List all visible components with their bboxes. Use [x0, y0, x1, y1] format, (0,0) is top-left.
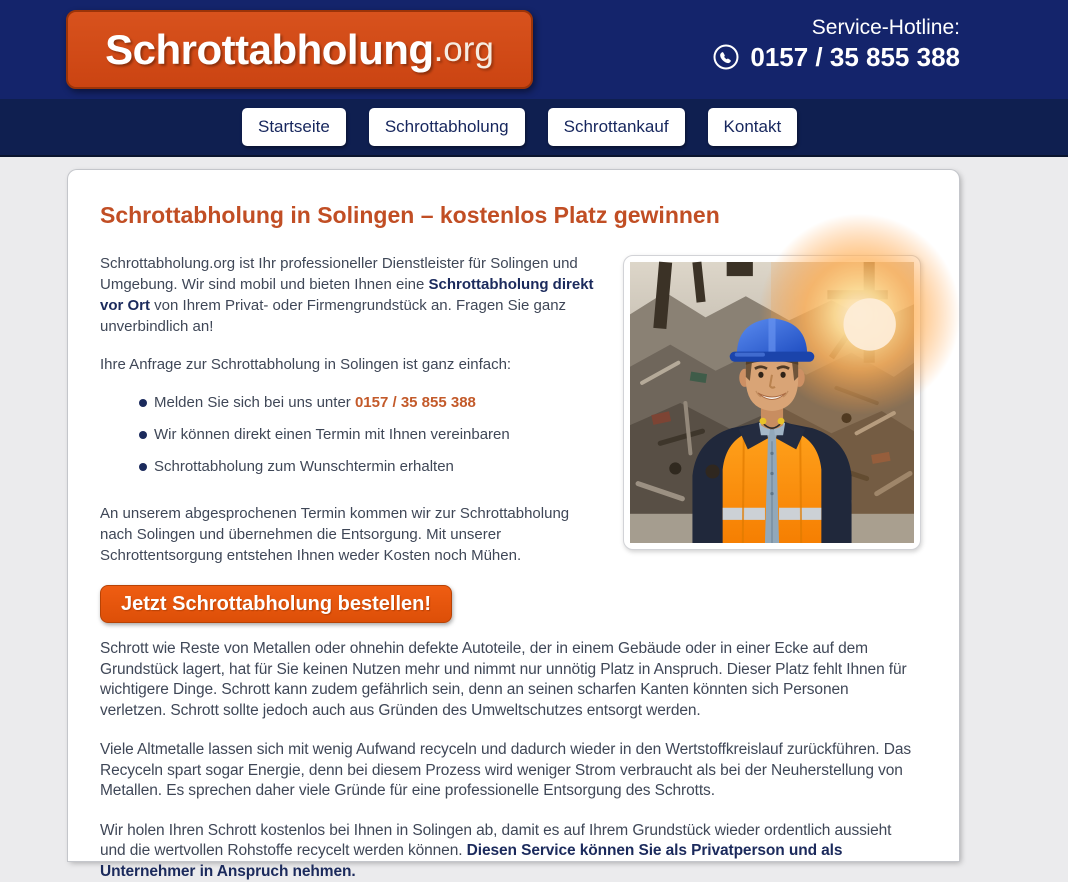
nav-item-kontakt[interactable]: Kontakt	[708, 108, 798, 146]
hotline-phone-link[interactable]	[712, 41, 960, 73]
intro-text-before: Schrottabholung.org ist Ihr professioneller Dienstleister für Solingen und Umgebung. Wir sind mobil und bieten Ihnen eine	[100, 255, 578, 293]
list-item: Schrottabholung zum Wunschtermin erhalten	[154, 456, 600, 477]
intro-paragraph	[100, 253, 600, 337]
list-item-phone-number[interactable]: 0157 / 35 855 388	[355, 394, 476, 411]
nav-item-schrottabholung[interactable]: Schrottabholung	[369, 108, 525, 146]
site-header	[0, 0, 1068, 99]
content-card	[68, 170, 959, 861]
main-navigation	[0, 99, 1068, 157]
worker-photo-illustration	[630, 262, 914, 543]
service-hotline	[712, 15, 960, 73]
worker-photo	[630, 262, 914, 543]
steps-list	[100, 392, 600, 477]
page-title: Schrottabholung in Solingen – kostenlos Platz gewinnen	[100, 202, 921, 229]
logo-tld-text: .org	[434, 30, 494, 70]
list-intro: Ihre Anfrage zur Schrottabholung in Solingen ist ganz einfach:	[100, 354, 600, 375]
intro-text-bold: Schrottabholung direkt vor Ort	[100, 276, 594, 314]
paragraph-recycling: Viele Altmetalle lassen sich mit wenig Aufwand recyceln und dadurch wieder in den Wertstoffkreislauf zurückführen. Das Recyceln spart sogar Energie, denn bei diesem Prozess wird weniger Strom verbraucht als bei der Neuherstellung von Metallen. Es sprechen daher viele Gründe für eine professionelle Entsorgung des Schrotts.	[100, 740, 916, 802]
paragraph-space: Schrott wie Reste von Metallen oder ohnehin defekte Autoteile, der in einem Gebäude oder in einer Ecke auf dem Grundstück lagert, hat für Sie keinen Nutzen mehr und nimmt nur unnötig Platz in Anspruch. Dieser Platz fehlt Ihnen für wichtigere Dinge. Schrott kann zudem gefährlich sein, denn an seinen scharfen Kanten könnten sich Personen verletzen. Schrott sollte jedoch auch aus Gründen des Umweltschutzes entsorgt werden.	[100, 639, 916, 721]
content-row	[100, 253, 921, 623]
order-pickup-cta-button[interactable]: Jetzt Schrottabholung bestellen!	[100, 585, 452, 623]
intro-text-after: von Ihrem Privat- oder Firmengrundstück an. Fragen Sie ganz unverbindlich an!	[100, 297, 566, 335]
list-item-text: Melden Sie sich bei uns unter	[154, 394, 355, 411]
logo-brand-text: Schrottabholung	[105, 26, 433, 74]
list-item: Wir können direkt einen Termin mit Ihnen vereinbaren	[154, 424, 600, 445]
after-list-paragraph: An unserem abgesprochenen Termin kommen wir zur Schrottabholung nach Solingen und übernehmen die Entsorgung. Mit unserer Schrottentsorgung entstehen Ihnen weder Kosten noch Mühen.	[100, 503, 600, 566]
hotline-label: Service-Hotline:	[812, 15, 960, 41]
worker-photo-frame	[623, 255, 921, 550]
intro-text-column	[100, 253, 600, 623]
nav-item-startseite[interactable]: Startseite	[242, 108, 346, 146]
site-logo[interactable]	[66, 10, 533, 89]
paragraph-service	[100, 821, 916, 882]
service-text-bold: Diesen Service können Sie als Privatperson und als Unternehmer in Anspruch nehmen.	[100, 842, 842, 880]
hotline-number: 0157 / 35 855 388	[750, 41, 960, 73]
list-item	[154, 392, 600, 413]
phone-icon	[712, 43, 740, 71]
nav-item-schrottankauf[interactable]: Schrottankauf	[548, 108, 685, 146]
service-text-before: Wir holen Ihren Schrott kostenlos bei Ihnen in Solingen ab, damit es auf Ihrem Grundstück wieder ordentlich aussieht und die wertvollen Rohstoffe recycelt werden können.	[100, 822, 891, 860]
lower-text-section	[100, 639, 916, 882]
